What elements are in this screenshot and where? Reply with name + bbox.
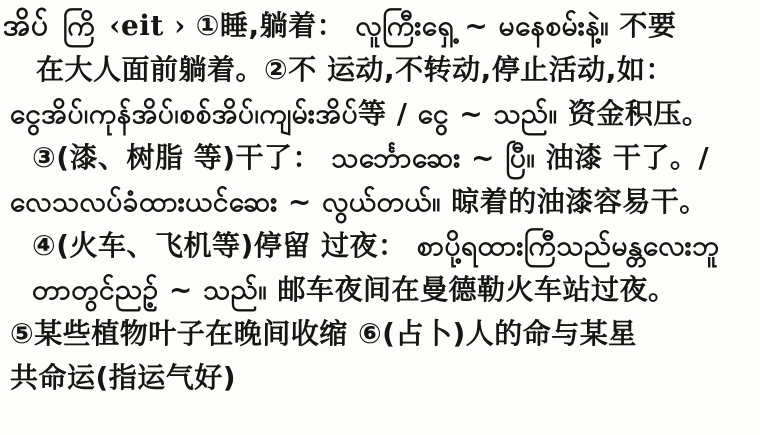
entry-line-1: [0, 4, 760, 48]
entry-line-8: ⑤某些植物叶子在晚间收缩 ⑥(占卜)人的命与某星: [10, 317, 637, 350]
dictionary-entry: [0, 4, 760, 400]
entry-line-5: လေသလပ်ခံထားယင်ဆေး ~ လွယ်တယ်။ 晾着的油漆容易干。: [10, 185, 708, 218]
entry-line-9: 共命运(指运气好): [10, 361, 237, 394]
entry-line-2: 在大人面前躺着。②不 运动,不转动,停止活动,如：: [36, 53, 674, 86]
part-of-speech-label: ကြိ: [62, 9, 96, 42]
entry-line-6: ④(火车、飞机等)停留 过夜： စာပို့ရထားကြီသည်မန္တလေးဘူ: [32, 229, 720, 262]
entry-line-4: ③(漆、树脂 等)干了： သင်္ဘောဆေး ~ ပြီ။ 油漆 干了。/: [32, 141, 710, 174]
pronunciation: ‹eit ›: [109, 9, 186, 42]
sense-1-text: ①睡,躺着： လူကြီးရှေ့ ~ မနေစမ်းနဲ့။ 不要: [195, 9, 677, 42]
entry-line-3: ငွေအိပ်၊ကုန်အိပ်၊စစ်အိပ်၊ကျမ်းအိပ်等 / ငွေ ~ သည်။ 资金积压。: [10, 97, 711, 130]
headword: အိပ်: [3, 8, 49, 43]
entry-line-7: တာတွင်ညဉ့် ~ သည်။ 邮车夜间在曼德勒火车站过夜。: [32, 273, 677, 306]
